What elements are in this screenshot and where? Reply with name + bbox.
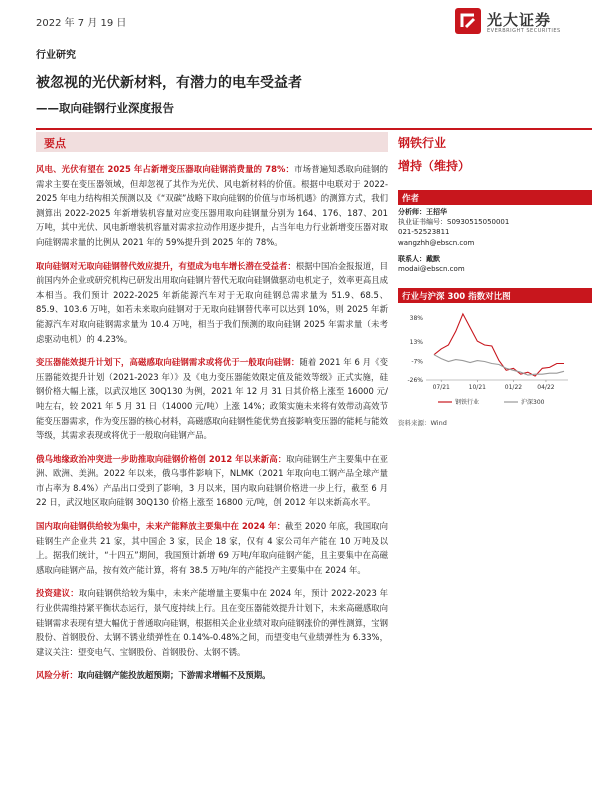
series-line-1: [434, 355, 564, 375]
contact-email[interactable]: modai@ebscn.com: [398, 265, 465, 274]
key-points-header: [36, 132, 388, 152]
x-tick-label: 04/22: [537, 384, 555, 391]
y-tick-label: -7%: [411, 358, 423, 366]
paragraph: [36, 668, 388, 683]
x-tick-label: 10/21: [468, 384, 486, 391]
logo-chinese-name: 光大证券: [487, 11, 552, 29]
paragraph-text: 取向硅钢供给较为集中，未来产能增量主要集中在 2024 年，预计 2022-2023 年行业供需维持紧平衡状态运行，景气度持续上行。且在变压器能效提升计划下，未来高磁感取向硅钢需求表现有望大幅优于普通取向硅钢，根据相关企业业绩对取向硅钢涨价的弹性测算，宝钢股份、首钢股份、太钢不锈业绩弹性在 0.14%-0.48%之间，而望变电气业绩弹性为 6.33%，建议关注：望变电气、宝钢股份、首钢股份、太钢不锈。: [36, 588, 388, 657]
paragraph: [36, 452, 388, 510]
paragraph-lead: 风电、光伏有望在 2025 年占新增变压器取向硅钢消费量的 78%：: [36, 164, 295, 174]
paragraph-text: 根据中国冶金报报道，目前国内外企业或研究机构已研发出用取向硅钢片替代无取向硅钢做驱动电机定子，效率更高且成本相当。我们预计 2022-2025 年新能源汽车对于无取向硅钢总需求量为 51.9、68.5、85.9、103.6 万吨，如若未来取向硅钢对于无取向硅钢替代率可以达到 10%，则 2025 年新能源汽车对取向硅钢需求量为 10.4 万吨，相当于我们预测的取向硅钢 2025 年需求量（未考虑驱动电机）的 4.23%。: [36, 260, 388, 344]
legend-label: 沪深300: [521, 399, 545, 406]
chart-title: 行业与沪深 300 指数对比图: [398, 288, 592, 303]
paragraph-text: 截至 2020 年底，我国取向硅钢生产企业共 21 家，其中国企 3 家，民企 18 家，仅有 4 家公司年产能在 10 万吨及以上。据我们统计，“十四五”期间，我国预计新增 69 万吨/年取向硅钢产能，且主要集中在高磁感取向硅钢产品，按有效产能计算，将有 38.5 万吨/年的产能投产主要集中在 2024 年。: [36, 521, 388, 575]
paragraph: [36, 519, 388, 577]
paragraph-lead: 国内取向硅钢供给较为集中，未来产能释放主要集中在 2024 年：: [36, 521, 286, 532]
paragraph-lead: 风险分析：: [36, 670, 78, 681]
paragraph-text: 随着 2021 年 6 月《变压器能效提升计划（2021-2023 年）》及《电力变压器能效限定值及能效等级》正式实施，硅钢价格大幅上涨，以武汉地区 30Q130 为例，2021 年 12 月 31 日其价格上涨至 16000 元/吨左右，较 2021 年 5 月 31 日（14000 元/吨）上涨 14%；政策实施未来将有效带动高效节能变压器需求，作为变压器的核心材料，高磁感取向硅钢性能优势直接影响变压器的能耗与能效等级，其需求表现或将优于一般取向硅钢产品。: [36, 357, 389, 441]
sidebar: [398, 134, 592, 303]
analyst-info: [398, 207, 592, 274]
paragraph-lead: 变压器能效提升计划下，高磁感取向硅钢需求或将优于一般取向硅钢：: [36, 357, 300, 368]
index-comparison-chart: [398, 304, 592, 412]
y-tick-label: -26%: [407, 377, 423, 384]
paragraph-lead: 投资建议：: [36, 588, 79, 599]
paragraph-text: 取向硅钢生产主要集中在亚洲、欧洲、美洲。2022 年以来，俄乌事件影响下，NLMK（2021 年取向电工钢产品全球产量市占率为 8.4%）产品出口受到了影响，3 月以来，国内取向硅钢价格进一步上行，截至 6 月 22 日，武汉地区取向硅钢 30Q130 价格上涨至 16800 元/吨，创 2012 年以来新高水平。: [36, 453, 389, 508]
series-line-0: [434, 314, 564, 376]
y-tick-label: 38%: [409, 314, 423, 322]
legend-label: 钢铁行业: [455, 399, 480, 406]
x-tick-label: 01/22: [504, 384, 523, 391]
x-tick-label: 07/21: [432, 384, 450, 391]
title-divider: [36, 128, 592, 130]
paragraph: [36, 259, 388, 347]
key-points-label: 要点: [44, 137, 66, 150]
paragraph: [36, 162, 388, 250]
sector-name: 钢铁行业: [398, 136, 447, 150]
report-title: 被忽视的光伏新材料，有潜力的电车受益者: [36, 75, 302, 91]
paragraph: [36, 586, 388, 659]
paragraph-lead: 取向硅钢对无取向硅钢替代效应提升，有望成为电车增长潜在受益者：: [36, 260, 296, 271]
contact-name: 联系人：戴默: [398, 254, 440, 263]
analyst-name: 分析师：王招华: [398, 208, 447, 216]
analyst-email[interactable]: wangzhh@ebscn.com: [398, 238, 475, 247]
everbright-logo-icon: [455, 8, 481, 34]
paragraph-text: 市场普遍知悉取向硅钢的需求主要在变压器领域，但却忽视了其作为光伏、风电新材料的价值。根据中电联对于 2022-2025 年电力结构相关预测以及《“双碳”战略下取向硅钢的价值与市场机遇》的测算方式，我们测算出 2022-2025 年新增装机容量对应变压器用取向硅钢量分别为 164、176、187、201 万吨，其中光伏、风电新增装机容量对需求拉动作用逐步提升，占当年电力行业新增变压器对取向硅钢需求量的比例从 2021 年的 59%提升到 2025 年的 78%。: [36, 164, 388, 247]
authors-header: 作者: [398, 190, 592, 205]
paragraph-text: 取向硅钢产能投放超预期；下游需求增幅不及预期。: [77, 670, 271, 681]
analyst-phone: 021-52523811: [398, 228, 450, 237]
company-logo: [455, 6, 585, 38]
report-subtitle: ——取向硅钢行业深度报告: [36, 101, 174, 115]
report-date: 2022 年 7 月 19 日: [36, 18, 127, 29]
logo-english-name: EVERBRIGHT SECURITIES: [487, 28, 561, 34]
y-tick-label: 13%: [409, 339, 423, 347]
paragraph: [36, 355, 388, 443]
report-body: [36, 162, 388, 692]
chart-source: 资料来源：Wind: [398, 419, 447, 427]
rating: 增持（维持）: [398, 159, 471, 173]
analyst-cert: 执业证书编号：S0930515050001: [398, 218, 510, 227]
report-type: 行业研究: [36, 50, 76, 61]
paragraph-lead: 俄乌地缘政治冲突进一步助推取向硅钢价格创 2012 年以来新高：: [36, 453, 287, 464]
